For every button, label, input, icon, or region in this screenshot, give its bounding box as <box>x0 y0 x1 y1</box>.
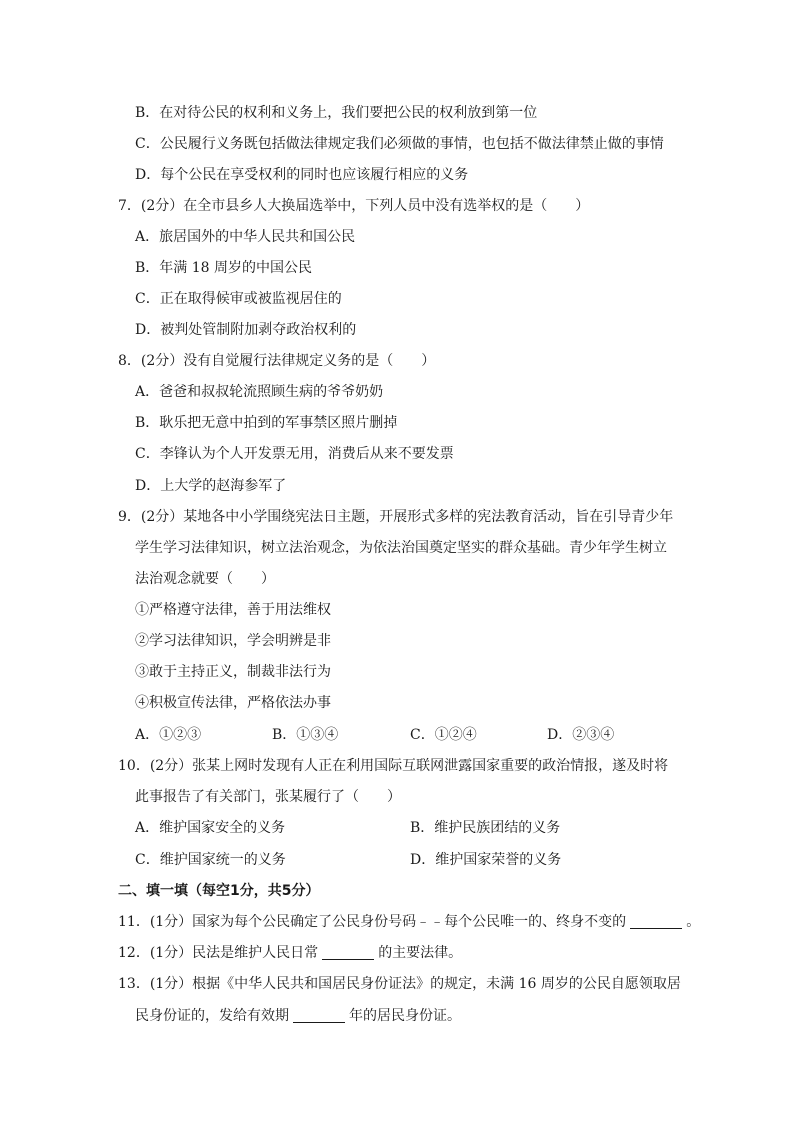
q13-text-after: 年的居民身份证。 <box>349 1008 461 1024</box>
q10-option-c: C．维护国家统一的义务 <box>135 852 286 868</box>
q11-line <box>118 912 700 932</box>
q12-text-after: 的主要法律。 <box>378 945 463 961</box>
q10-option-a: A．维护国家安全的义务 <box>135 820 286 836</box>
q6-option-d: D．每个公民在享受权利的同时也应该履行相应的义务 <box>135 167 469 183</box>
q6-option-c: C．公民履行义务既包括做法律规定我们必须做的事情，也包括不做法律禁止做的事情 <box>135 136 664 152</box>
q9-item-4: ④积极宣传法律，严格依法办事 <box>135 695 331 711</box>
q10-option-d: D．维护国家荣誉的义务 <box>410 852 562 868</box>
q13-line-2 <box>135 1006 461 1026</box>
q9-option-c: C．①②④ <box>410 727 477 743</box>
q11-text-before: 11．(1分）国家为每个公民确定了公民身份号码﹣﹣每个公民唯一的、终身不变的 <box>118 914 627 930</box>
q9-stem-line-3: 法治观念就要（ ） <box>135 571 275 587</box>
q9-item-1: ①严格遵守法律，善于用法维权 <box>135 602 331 618</box>
q7-option-a: A．旅居国外的中华人民共和国公民 <box>135 229 356 245</box>
section-2-heading: 二、填一填（每空1分，共5分） <box>118 883 320 899</box>
q8-option-d: D．上大学的赵海参军了 <box>135 478 287 494</box>
q12-text-before: 12．(1分）民法是维护人民日常 <box>118 945 319 961</box>
q8-stem: 8．(2分）没有自觉履行法律规定义务的是（ ） <box>118 353 436 369</box>
q7-option-b: B．年满 18 周岁的中国公民 <box>135 260 313 276</box>
q11-text-after: 。 <box>686 914 701 930</box>
q10-stem-line-1: 10．(2分）张某上网时发现有人正在利用国际互联网泄露国家重要的政治情报，遂及时将 <box>118 758 669 774</box>
q9-option-a: A．①②③ <box>135 727 202 743</box>
q9-option-d: D．②③④ <box>547 727 615 743</box>
q13-answer-blank[interactable] <box>293 1008 345 1023</box>
q13-line-1: 13．(1分）根据《中华人民共和国居民身份证法》的规定，未满 16 周岁的公民自愿领取居 <box>118 976 681 992</box>
q9-stem-line-1: 9．(2分）某地各中小学围绕宪法日主题，开展形式多样的宪法教育活动，旨在引导青少年 <box>118 509 674 525</box>
q6-option-b: B．在对待公民的权利和义务上，我们要把公民的权利放到第一位 <box>135 105 538 121</box>
q10-option-b: B．维护民族团结的义务 <box>410 820 561 836</box>
q10-stem-line-2: 此事报告了有关部门，张某履行了（ ） <box>135 789 401 805</box>
q9-stem-line-2: 学生学习法律知识，树立法治观念，为依法治国奠定坚实的群众基础。青少年学生树立 <box>135 540 667 556</box>
q8-option-c: C．李锋认为个人开发票无用，消费后从来不要发票 <box>135 446 454 462</box>
q7-stem: 7．(2分）在全市县乡人大换届选举中，下列人员中没有选举权的是（ ） <box>118 198 590 214</box>
q11-answer-blank[interactable] <box>630 914 682 929</box>
q13-text-before: 民身份证的，发给有效期 <box>135 1008 289 1024</box>
q12-line <box>118 943 462 963</box>
q9-option-b: B．①③④ <box>272 727 339 743</box>
q7-option-c: C．正在取得候审或被监视居住的 <box>135 291 342 307</box>
q8-option-b: B．耿乐把无意中拍到的军事禁区照片删掉 <box>135 415 398 431</box>
q7-option-d: D．被判处管制附加剥夺政治权利的 <box>135 322 357 338</box>
q9-item-3: ③敢于主持正义，制裁非法行为 <box>135 664 331 680</box>
q8-option-a: A．爸爸和叔叔轮流照顾生病的爷爷奶奶 <box>135 384 384 400</box>
q12-answer-blank[interactable] <box>322 945 374 960</box>
q9-item-2: ②学习法律知识，学会明辨是非 <box>135 633 331 649</box>
